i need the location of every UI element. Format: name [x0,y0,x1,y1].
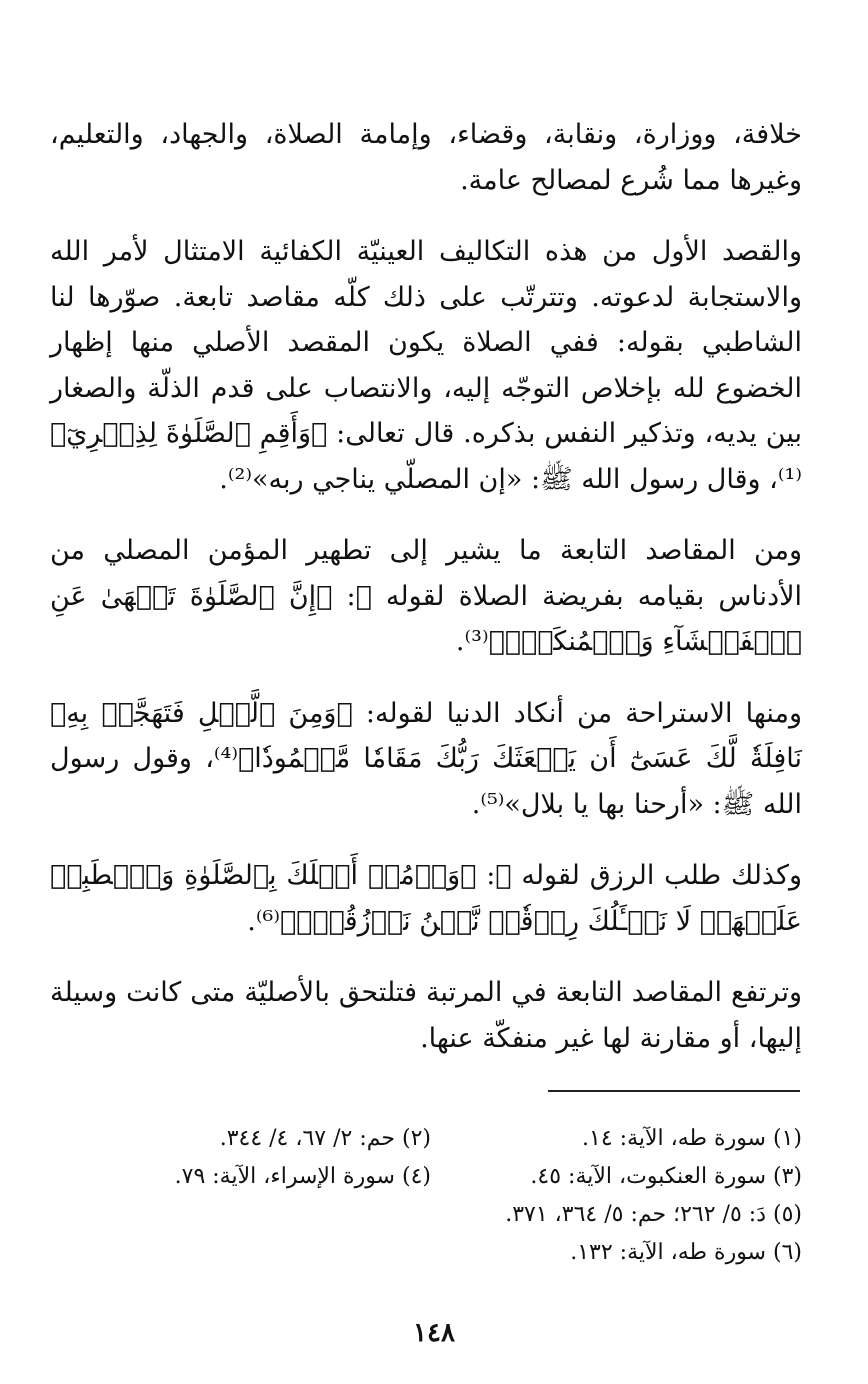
footnote-row [60,1120,802,1158]
footnote-2: (٢) حم: ٢/ ٦٧، ٤/ ٣٤٤. [219,1126,431,1151]
main-text [50,112,802,1061]
footnote-divider [548,1090,800,1092]
paragraph: خلافة، ووزارة، ونقابة، وقضاء، وإمامة الصلاة، والجهاد، والتعليم، وغيرها مما شُرع لمصالح عامة. [50,119,802,196]
footnote-row [60,1196,802,1234]
paragraph: والقصد الأول من هذه التكاليف العينيّة الكفائية الامتثال لأمر الله والاستجابة لدعوته. وتترتّب على ذلك كلّه مقاصد تابعة. صوّرها لنا الشاطبي بقوله: ففي الصلاة يكون المقصد الأصلي منها إظهار الخضوع لله بإخلاص التوجّه إليه، والانتصاب على قدم الذلّة والصغار بين يديه، وتذكير النفس بذكره. قال تعالى: ﴿وَأَقِمِ ٱلصَّلَوٰةَ لِذِكۡرِيٓ﴾⁽¹⁾، وقال رسول الله ﷺ: «إن المصلّي يناجي ربه»⁽²⁾. [50,236,802,495]
paragraph: ومن المقاصد التابعة ما يشير إلى تطهير المؤمن المصلي من الأدناس بقيامه بفريضة الصلاة لقوله ﷻ: ﴿إِنَّ ٱلصَّلَوٰةَ تَنۡهَىٰ عَنِ ٱلۡفَحۡشَآءِ وَٱلۡمُنكَرِۗ﴾⁽³⁾. [50,535,802,657]
footnote-4: (٤) سورة الإسراء، الآية: ٧٩. [174,1164,431,1189]
footnote-3: (٣) سورة العنكبوت، الآية: ٤٥. [530,1164,802,1189]
paragraph: وكذلك طلب الرزق لقوله ﷻ: ﴿وَأۡمُرۡ أَهۡلَكَ بِٱلصَّلَوٰةِ وَٱصۡطَبِرۡ عَلَيۡهَاۖ لَا نَسۡـَٔلُكَ رِزۡقٗاۖ نَّحۡنُ نَرۡزُقُكَۗ﴾⁽⁶⁾. [50,860,802,937]
footnote-6: (٦) سورة طه، الآية: ١٣٢. [570,1240,802,1265]
footnote-5: (٥) دَ: ٥/ ٢٦٢؛ حم: ٥/ ٣٦٤، ٣٧١. [505,1202,802,1227]
paragraph: وترتفع المقاصد التابعة في المرتبة فتلتحق بالأصليّة متى كانت وسيلة إليها، أو مقارنة لها غير منفكّة عنها. [50,977,802,1054]
footnotes [60,1120,802,1272]
footnote-row [60,1158,802,1196]
paragraph: ومنها الاستراحة من أنكاد الدنيا لقوله: ﴿وَمِنَ ٱلَّيۡلِ فَتَهَجَّدۡ بِهِۦ نَافِلَةٗ لَّكَ عَسَىٰٓ أَن يَبۡعَثَكَ رَبُّكَ مَقَامٗا مَّحۡمُودٗا﴾⁽⁴⁾، وقول رسول الله ﷺ: «أرحنا بها يا بلال»⁽⁵⁾. [50,697,802,820]
footnote-row [60,1234,802,1272]
page-number: ١٤٨ [413,1318,455,1348]
footnote-1: (١) سورة طه، الآية: ١٤. [582,1126,802,1151]
